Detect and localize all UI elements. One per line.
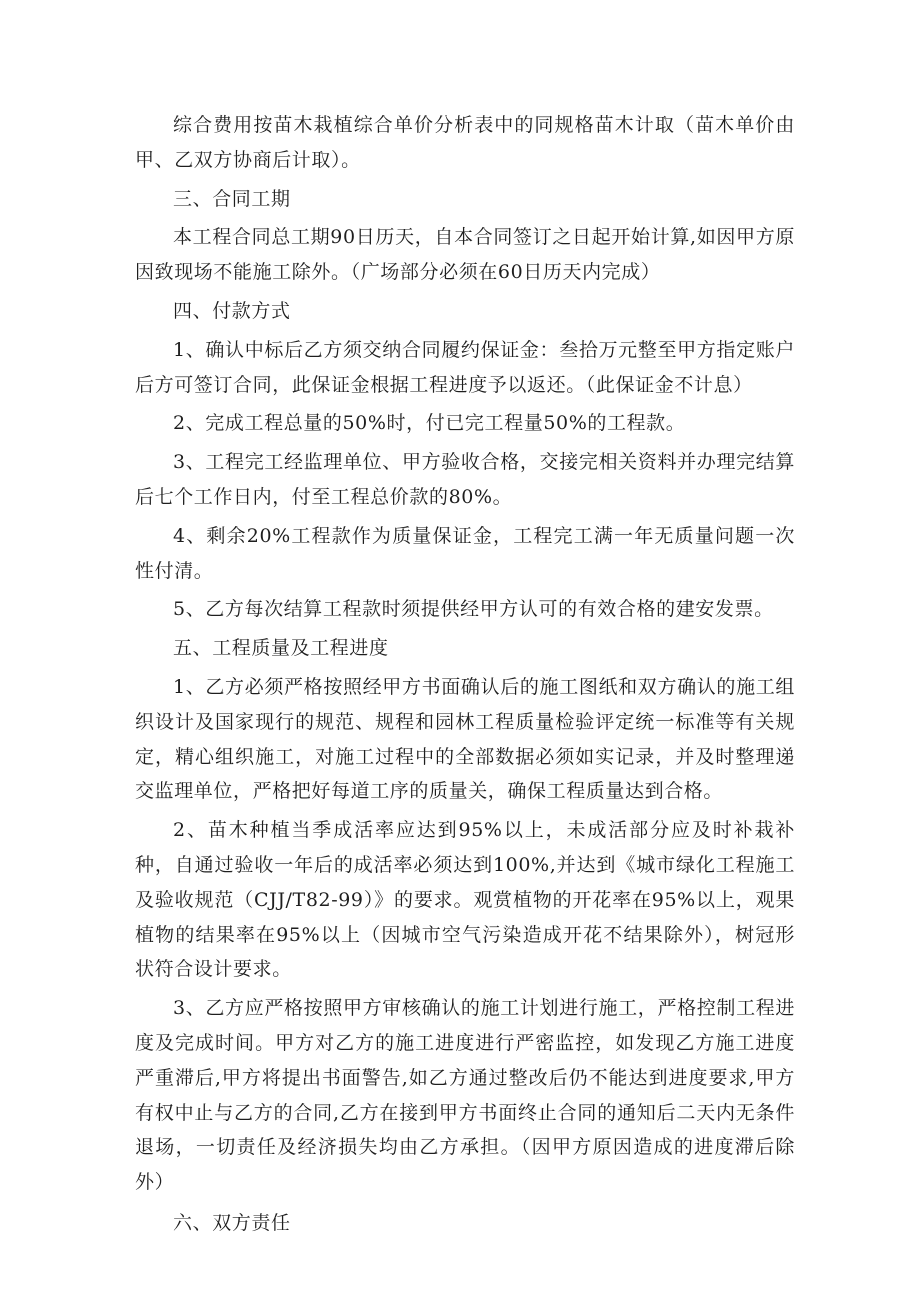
- section-heading-contract-period: 三、合同工期: [173, 187, 291, 210]
- paragraph-payment-retention: 4、剩余20%工程款作为质量保证金，工程完工满一年无质量问题一次性付清。: [135, 524, 795, 582]
- paragraph-contract-period: 本工程合同总工期90日历天，自本合同签订之日起开始计算,如因甲方原因致现场不能施工除外。（广场部分必须在60日历天内完成）: [135, 226, 795, 284]
- paragraph-payment-progress: 2、完成工程总量的50%时，付已完工程量50%的工程款。: [173, 412, 686, 435]
- section-heading-payment-method: 四、付款方式: [173, 299, 291, 322]
- paragraph-payment-completion: 3、工程完工经监理单位、甲方验收合格，交接完相关资料并办理完结算后七个工作日内，付至工程总价款的80%。: [135, 451, 795, 508]
- paragraph-progress-control: 3、乙方应严格按照甲方审核确认的施工计划进行施工，严格控制工程进度及完成时间。甲方对乙方的施工进度进行严密监控，如发现乙方施工进度严重滞后,甲方将提出书面警告,如乙方通过整改后仍不能达到进度要求,甲方有权中止与乙方的合同,乙方在接到甲方书面终止合同的通知后二天内无条件退场，一切责任及经济损失均由乙方承担。（因甲方原因造成的进度滞后除外）: [135, 997, 795, 1194]
- section-heading-quality-progress: 五、工程质量及工程进度: [173, 637, 389, 660]
- section-heading-responsibilities: 六、双方责任: [173, 1211, 291, 1234]
- paragraph-quality-survival-rate: 2、苗木种植当季成活率应达到95%以上，未成活部分应及时补栽补种，自通过验收一年后的成活率必须达到100%,并达到《城市绿化工程施工及验收规范（CJJ/T82-99）》的要求。观赏植物的开花率在95%以上，观果植物的结果率在95%以上（因城市空气污染造成开花不结果除外），树冠形状符合设计要求。: [135, 819, 795, 981]
- paragraph-payment-deposit: 1、确认中标后乙方须交纳合同履约保证金：叁拾万元整至甲方指定账户后方可签订合同，此保证金根据工程进度予以返还。（此保证金不计息）: [135, 338, 795, 396]
- paragraph-payment-invoice: 5、乙方每次结算工程款时须提供经甲方认可的有效合格的建安发票。: [173, 598, 774, 621]
- document-body: [135, 108, 795, 1245]
- paragraph-quality-construction: 1、乙方必须严格按照经甲方书面确认后的施工图纸和双方确认的施工组织设计及国家现行的规范、规程和园林工程质量检验评定统一标准等有关规定，精心组织施工，对施工过程中的全部数据必须如实记录，并及时整理递交监理单位，严格把好每道工序的质量关，确保工程质量达到合格。: [135, 675, 795, 803]
- paragraph-comprehensive-cost: 综合费用按苗木栽植综合单价分析表中的同规格苗木计取（苗木单价由甲、乙双方协商后计取）。: [135, 114, 795, 171]
